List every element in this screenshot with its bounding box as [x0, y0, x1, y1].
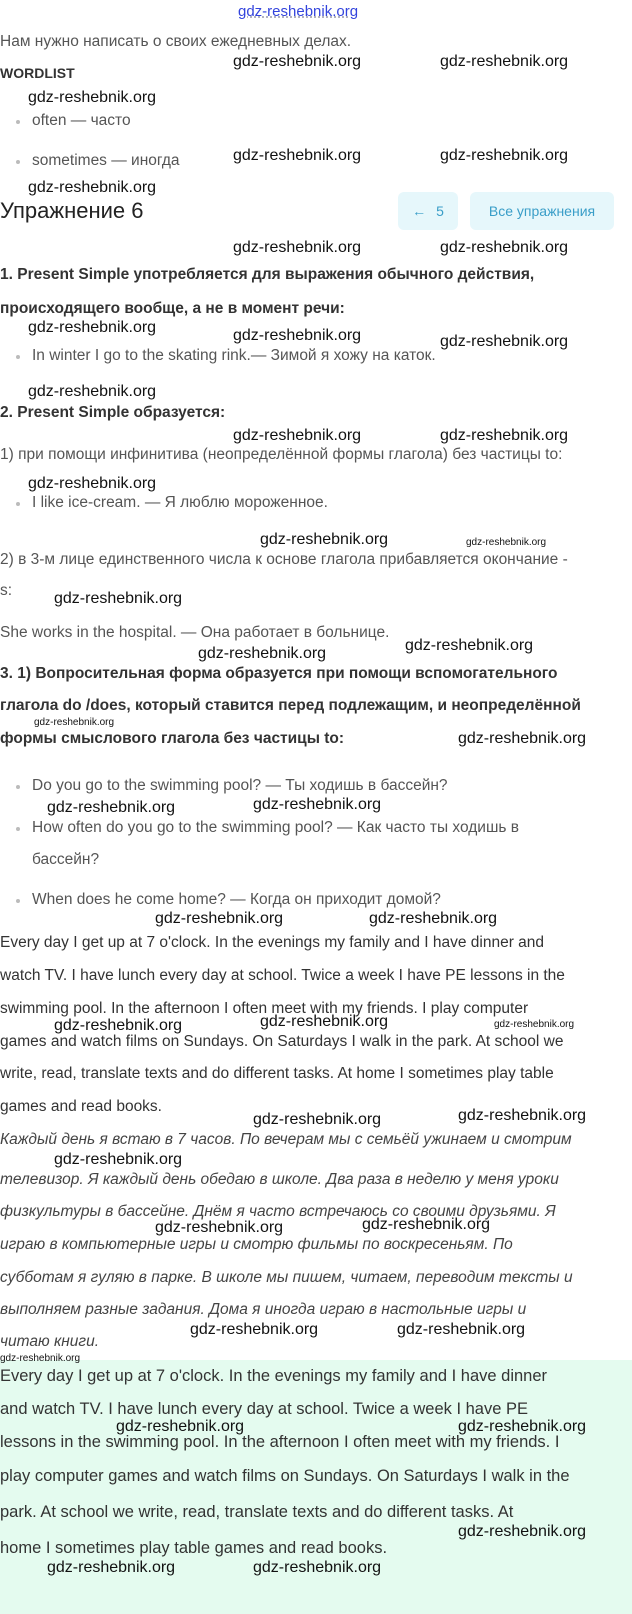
wordlist-heading: WORDLIST — [0, 65, 75, 81]
watermark-text: gdz-reshebnik.org — [260, 531, 389, 548]
example-item: How often do you go to the swimming pool? — Как часто ты ходишь в — [32, 819, 520, 836]
theory-text: 3. 1) Вопросительная форма образуется при помощи вспомогательного — [0, 665, 558, 682]
english-text-line: write, read, translate texts and do different tasks. At home I sometimes play table — [0, 1065, 554, 1082]
theory-text: s: — [0, 582, 13, 599]
watermark-text: gdz-reshebnik.org — [253, 796, 382, 813]
watermark-text: gdz-reshebnik.org — [54, 1151, 183, 1168]
watermark-text: gdz-reshebnik.org — [260, 1013, 389, 1030]
watermark-text: gdz-reshebnik.org — [0, 1353, 81, 1364]
watermark-text: gdz-reshebnik.org — [28, 475, 157, 492]
watermark-text: gdz-reshebnik.org — [405, 637, 534, 654]
watermark-text: gdz-reshebnik.org — [47, 799, 176, 816]
theory-text: формы смыслового глагола без частицы to: — [0, 730, 345, 747]
english-text-line: games and watch films on Sundays. On Saturdays I walk in the park. At school we — [0, 1033, 564, 1050]
bullet-icon — [16, 827, 20, 831]
english-text-line: Every day I get up at 7 o'clock. In the evenings my family and I have dinner and — [0, 934, 545, 951]
watermark-text: gdz-reshebnik.org — [362, 1216, 491, 1233]
watermark-text: gdz-reshebnik.org — [440, 53, 569, 70]
theory-text: 2) в 3-м лице единственного числа к основе глагола прибавляется окончание - — [0, 551, 568, 568]
answer-text-line: and watch TV. I have lunch every day at school. Twice a week I have PE — [0, 1400, 528, 1418]
prev-exercise-button[interactable] — [398, 192, 458, 230]
bullet-icon — [16, 355, 20, 359]
english-text-line: watch TV. I have lunch every day at school. Twice a week I have PE lessons in the — [0, 967, 565, 984]
bullet-icon — [16, 120, 20, 124]
watermark-text: gdz-reshebnik.org — [253, 1111, 382, 1128]
russian-text-line: физкультуры в бассейне. Днём я часто встречаюсь со своими друзьями. Я — [0, 1203, 556, 1220]
english-text-line: swimming pool. In the afternoon I often meet with my friends. I play computer — [0, 1000, 529, 1017]
russian-text-line: субботам я гуляю в парке. В школе мы пишем, читаем, переводим тексты и — [0, 1269, 573, 1286]
watermark-text: gdz-reshebnik.org — [28, 383, 157, 400]
watermark-text: gdz-reshebnik.org — [253, 1559, 382, 1576]
theory-text: 1) при помощи инфинитива (неопределённой формы глагола) без частицы to: — [0, 446, 563, 463]
watermark-text: gdz-reshebnik.org — [440, 333, 569, 350]
answer-text-line: Every day I get up at 7 o'clock. In the evenings my family and I have dinner — [0, 1367, 548, 1385]
watermark-text: gdz-reshebnik.org — [54, 590, 183, 607]
russian-text-line: Каждый день я встаю в 7 часов. По вечерам мы с семьёй ужинаем и смотрим — [0, 1131, 572, 1148]
russian-text-line: читаю книги. — [0, 1333, 100, 1350]
watermark-text: gdz-reshebnik.org — [458, 1418, 587, 1435]
example-item: I like ice-cream. — Я люблю мороженное. — [32, 494, 328, 511]
watermark-text: gdz-reshebnik.org — [28, 319, 157, 336]
watermark-text: gdz-reshebnik.org — [28, 179, 157, 196]
watermark-text: gdz-reshebnik.org — [466, 537, 547, 548]
watermark-text: gdz-reshebnik.org — [233, 239, 362, 256]
watermark-text: gdz-reshebnik.org — [233, 427, 362, 444]
bullet-icon — [16, 502, 20, 506]
watermark-text: gdz-reshebnik.org — [155, 1219, 284, 1236]
answer-text-line: lessons in the swimming pool. In the afternoon I often meet with my friends. I — [0, 1433, 560, 1451]
theory-text: глагола do /does, который ставится перед подлежащим, и неопределённой — [0, 697, 581, 714]
answer-text-line: park. At school we write, read, translate texts and do different tasks. At — [0, 1503, 514, 1521]
watermark-text: gdz-reshebnik.org — [198, 645, 327, 662]
theory-text: 2. Present Simple образуется: — [0, 404, 226, 421]
prev-exercise-label: 5 — [436, 203, 444, 219]
watermark-text: gdz-reshebnik.org — [54, 1017, 183, 1034]
wordlist-item: often — часто — [32, 112, 131, 129]
watermark-text: gdz-reshebnik.org — [494, 1019, 575, 1030]
bullet-icon — [16, 785, 20, 789]
example-item: Do you go to the swimming pool? — Ты ходишь в бассейн? — [32, 777, 448, 794]
watermark-text: gdz-reshebnik.org — [369, 910, 498, 927]
theory-text: 1. Present Simple употребляется для выражения обычного действия, — [0, 266, 535, 283]
watermark-text: gdz-reshebnik.org — [116, 1418, 245, 1435]
example-item: бассейн? — [32, 851, 100, 868]
example-item: When does he come home? — Когда он приходит домой? — [32, 891, 441, 908]
russian-text-line: выполняем разные задания. Дома я иногда играю в настольные игры и — [0, 1301, 527, 1318]
watermark-text: gdz-reshebnik.org — [233, 327, 362, 344]
watermark-text: gdz-reshebnik.org — [47, 1559, 176, 1576]
all-exercises-button[interactable]: Все упражнения — [470, 192, 614, 230]
intro-text: Нам нужно написать о своих ежедневных делах. — [0, 33, 352, 50]
watermark-text: gdz-reshebnik.org — [440, 239, 569, 256]
watermark-text: gdz-reshebnik.org — [233, 147, 362, 164]
bullet-icon — [16, 899, 20, 903]
watermark-text: gdz-reshebnik.org — [397, 1321, 526, 1338]
watermark-text: gdz-reshebnik.org — [440, 427, 569, 444]
watermark-text: gdz-reshebnik.org — [233, 53, 362, 70]
watermark-text: gdz-reshebnik.org — [28, 89, 157, 106]
watermark-text: gdz-reshebnik.org — [458, 730, 587, 747]
theory-text: происходящего вообще, а не в момент речи: — [0, 300, 345, 317]
russian-text-line: телевизор. Я каждый день обедаю в школе. Два раза в неделю у меня уроки — [0, 1171, 559, 1188]
watermark-text: gdz-reshebnik.org — [190, 1321, 319, 1338]
wordlist-item: sometimes — иногда — [32, 152, 180, 169]
exercise-title: Упражнение 6 — [0, 198, 144, 223]
watermark-text: gdz-reshebnik.org — [458, 1523, 587, 1540]
watermark-text: gdz-reshebnik.org — [440, 147, 569, 164]
watermark-text: gdz-reshebnik.org — [34, 717, 115, 728]
answer-text-line: home I sometimes play table games and read books. — [0, 1539, 388, 1557]
english-text-line: games and read books. — [0, 1098, 162, 1115]
arrow-left-icon: ← — [412, 203, 427, 219]
answer-text-line: play computer games and watch films on Sundays. On Saturdays I walk in the — [0, 1467, 570, 1485]
watermark-text: gdz-reshebnik.org — [155, 910, 284, 927]
watermark-link[interactable]: gdz-reshebnik.org — [238, 3, 359, 20]
bullet-icon — [16, 160, 20, 164]
watermark-text: gdz-reshebnik.org — [458, 1107, 587, 1124]
example-item: In winter I go to the skating rink.— Зимой я хожу на каток. — [32, 347, 436, 364]
russian-text-line: играю в компьютерные игры и смотрю фильмы по воскресеньям. По — [0, 1236, 513, 1253]
example-text: She works in the hospital. — Она работает в больнице. — [0, 624, 390, 641]
